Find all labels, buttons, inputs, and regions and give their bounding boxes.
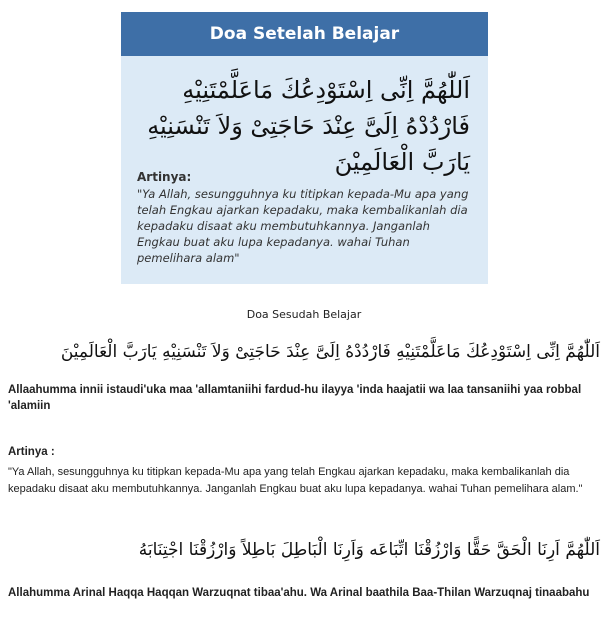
card-title: Doa Setelah Belajar <box>121 12 488 56</box>
section-caption: Doa Sesudah Belajar <box>246 308 362 321</box>
arabic-doa-line: اَللّٰهُمَّ اِنِّى اِسْتَوْدِعُكَ مَاعَلَّمْتَنِيْهِ فَارْدُدْهُ اِلَىَّ عِنْدَ حَاجَتِىْ وَلاَ تَنْسَنِيْهِ يَارَبَّ الْعَالَمِيْنَ <box>60 342 600 362</box>
artinya-label: Artinya : <box>8 446 55 458</box>
arabic-doa-line-2: اَللّٰهُمَّ اَرِنَا الْحَقَّ حَقًّا وَارْزُقْنَا اتِّبَاعَه وَاَرِنَا الْبَاطِلَ بَاطِلاً وَارْزُقْنَا اجْتِنَابَهُ <box>138 540 600 560</box>
card-artinya-label: Artinya: <box>137 170 192 184</box>
doa-card <box>121 12 488 284</box>
card-arabic-text: اَللّٰهُمَّ اِنِّى اِسْتَوْدِعُكَ مَاعَلَّمْتَنِيْهِ فَارْدُدْهُ اِلَىَّ عِنْدَ حَاجَتِىْ وَلاَ تَنْسَنِيْهِ يَارَبَّ الْعَالَمِيْنَ <box>147 76 470 176</box>
latin-transliteration: Allaahumma innii istaudi'uka maa 'allamtaniihi fardud-hu ilayya 'inda haajatii wa laa tansaniihi yaa robbal 'alamiin <box>8 384 582 412</box>
card-translation: "Ya Allah, sesungguhnya ku titipkan kepada-Mu apa yang telah Engkau ajarkan kepadaku, maka kembalikanlah dia kepadaku disaat aku membutuhkannya. Janganlah Engkau buat aku lupa kepadanya. wahai Tuhan pemelihara alam" <box>137 187 469 265</box>
latin-transliteration-2: Allahumma Arinal Haqqa Haqqan Warzuqnat tibaa'ahu. Wa Arinal baathila Baa-Thilan Warzuqnaj tinaabahu <box>8 587 590 599</box>
artinya-text: "Ya Allah, sesungguhnya ku titipkan kepada-Mu apa yang telah Engkau ajarkan kepadaku, maka kembalikanlah dia kepadaku disaat aku membutuhkannya. Janganlah Engkau buat aku lupa kepadanya. wahai Tuhan pemelihara alam." <box>8 466 583 495</box>
